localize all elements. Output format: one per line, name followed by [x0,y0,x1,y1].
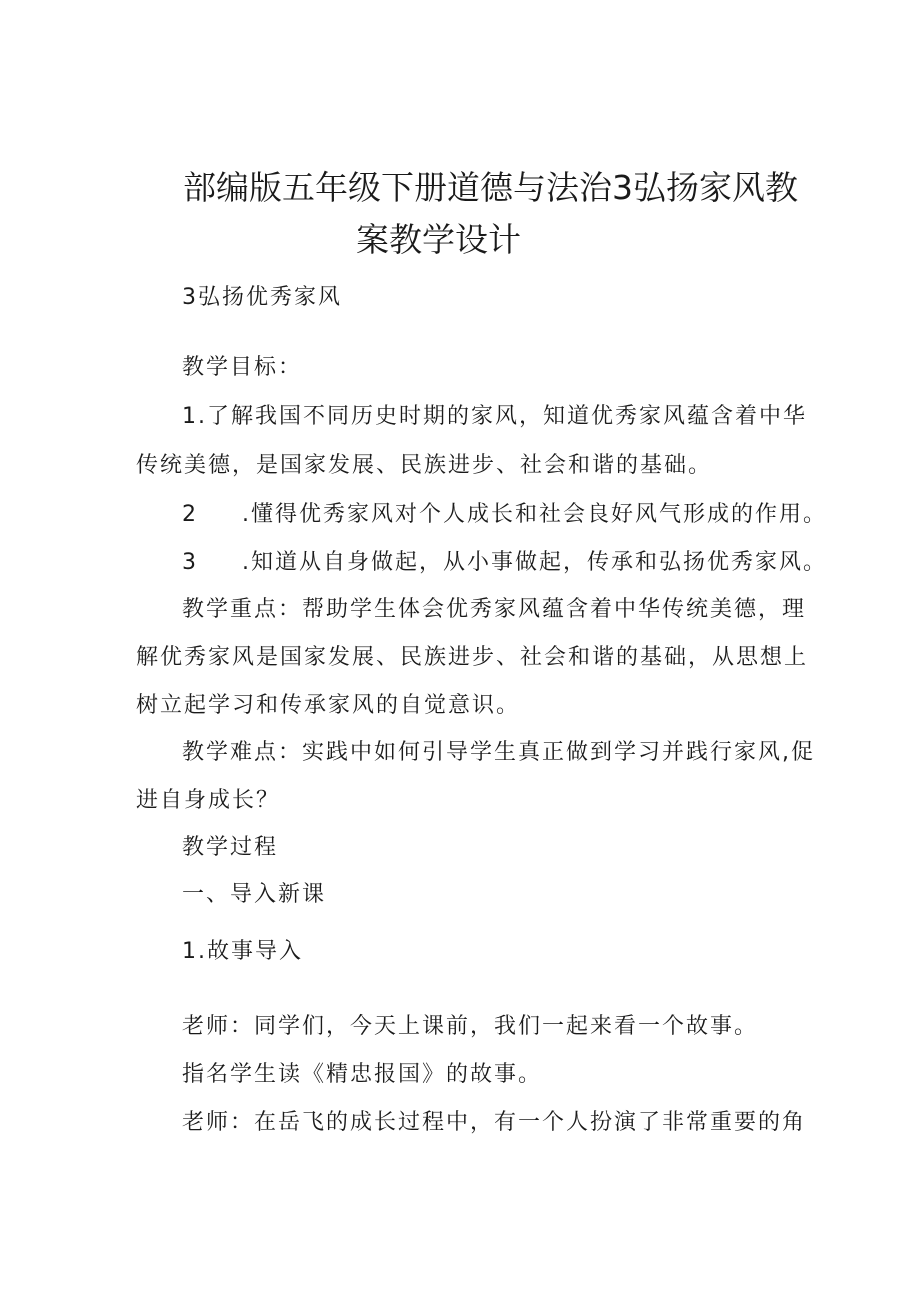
objective-3-number: 3 [182,550,198,575]
objectives-heading: 教学目标： [182,355,303,380]
lesson-subtitle: 3弘扬优秀家风 [182,285,342,310]
paragraph-teacher-yuefei: 老师：在岳飞的成长过程中，有一个人扮演了非常重要的角 [182,1110,807,1135]
paragraph-student-read: 指名学生读《精忠报国》的故事。 [182,1062,543,1087]
process-heading: 教学过程 [182,835,279,860]
subsection-1-heading: 1.故事导入 [182,939,303,964]
key-points-line-2: 解优秀家风是国家发展、民族进步、社会和谐的基础，从思想上 [136,645,809,670]
objective-1-line-2: 传统美德，是国家发展、民族进步、社会和谐的基础。 [136,453,713,478]
objective-3-text: .知道从自身做起，从小事做起，传承和弘扬优秀家风。 [242,550,827,575]
objective-3 [182,548,827,578]
key-points-line-3: 树立起学习和传承家风的自觉意识。 [136,693,521,718]
difficulty-line-1: 教学难点：实践中如何引导学生真正做到学习并践行家风,促 [182,740,815,765]
document-title-line-1: 部编版五年级下册道德与法治3弘扬家风教 [183,168,798,207]
objective-2 [182,500,827,530]
objective-1-line-1: 1.了解我国不同历史时期的家风，知道优秀家风蕴含着中华 [182,404,807,429]
difficulty-line-2: 进自身成长？ [136,788,281,813]
key-points-line-1: 教学重点：帮助学生体会优秀家风蕴含着中华传统美德，理 [182,597,807,622]
paragraph-teacher-intro: 老师：同学们，今天上课前，我们一起来看一个故事。 [182,1014,759,1039]
document-title-line-2: 案教学设计 [356,220,521,259]
objective-2-text: .懂得优秀家风对个人成长和社会良好风气形成的作用。 [242,502,827,527]
section-1-heading: 一、导入新课 [182,882,327,907]
objective-2-number: 2 [182,502,198,527]
